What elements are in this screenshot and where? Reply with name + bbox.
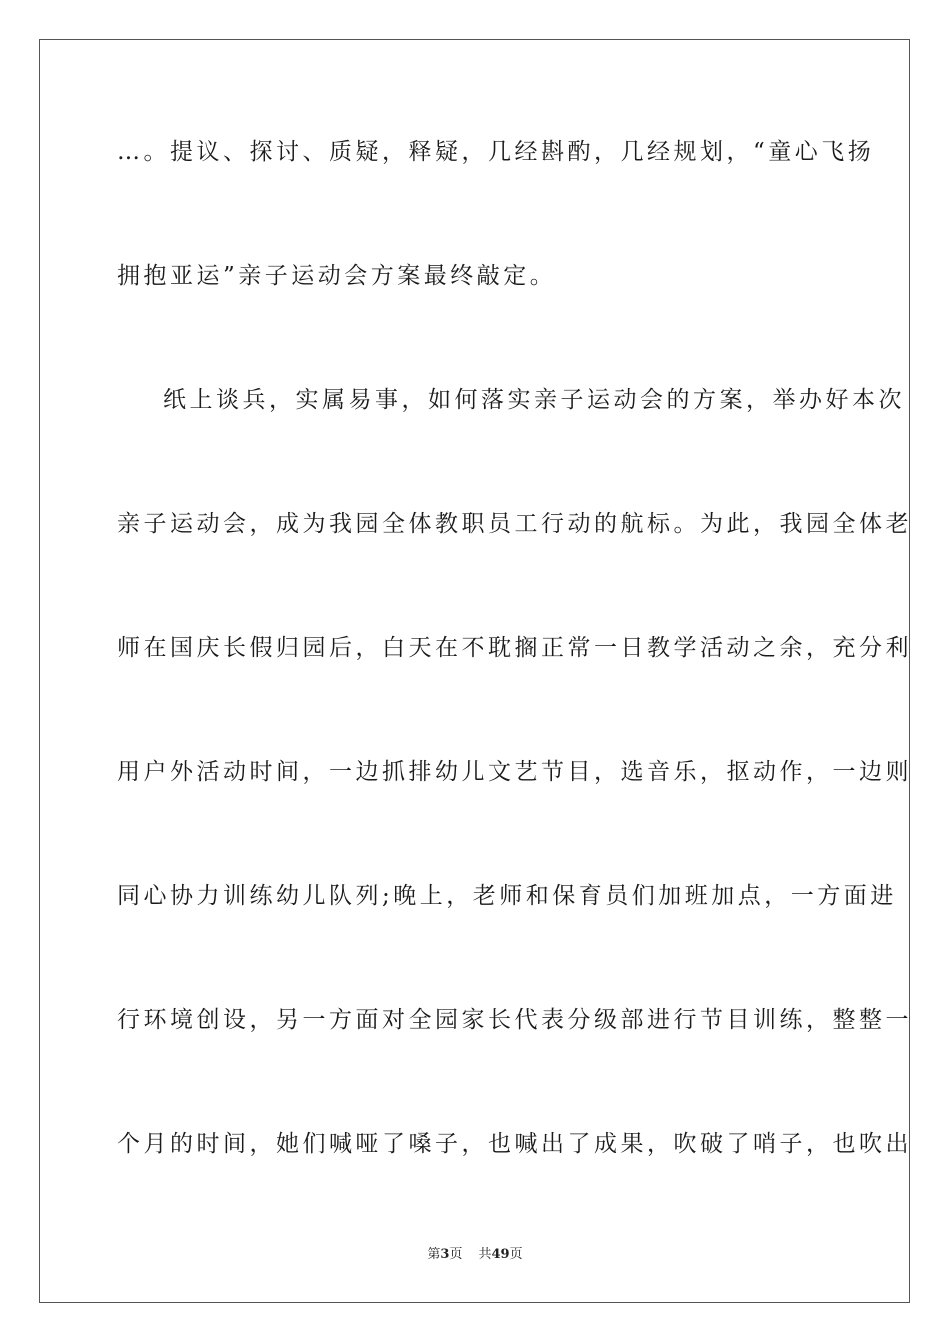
page-frame: [39, 39, 910, 1303]
text-line-3: 纸上谈兵，实属易事，如何落实亲子运动会的方案，举办好本次: [163, 387, 905, 413]
page-number: 3: [440, 1247, 450, 1262]
text-line-8: 行环境创设，另一方面对全园家长代表分级部进行节目训练，整整一: [117, 1007, 912, 1033]
text-line-2: 拥抱亚运”亲子运动会方案最终敲定。: [117, 263, 557, 289]
total-prefix: 共: [478, 1247, 492, 1262]
text-line-5: 师在国庆长假归园后，白天在不耽搁正常一日教学活动之余，充分利: [117, 635, 912, 661]
text-line-9: 个月的时间，她们喊哑了嗓子，也喊出了成果，吹破了哨子，也吹出: [117, 1131, 912, 1157]
page-prefix: 第: [427, 1247, 441, 1262]
total-suffix: 页: [509, 1247, 523, 1262]
total-pages: 49: [491, 1247, 510, 1262]
text-line-7: 同心协力训练幼儿队列;晚上，老师和保育员们加班加点，一方面进: [117, 883, 897, 909]
page-footer: [0, 1246, 950, 1264]
text-line-4: 亲子运动会，成为我园全体教职员工行动的航标。为此，我园全体老: [117, 511, 912, 537]
text-line-6: 用户外活动时间，一边抓排幼儿文艺节目，选音乐，抠动作，一边则: [117, 759, 912, 785]
text-line-1: …。提议、探讨、质疑，释疑，几经斟酌，几经规划，“童心飞扬: [117, 139, 875, 165]
page-suffix: 页: [449, 1247, 463, 1262]
